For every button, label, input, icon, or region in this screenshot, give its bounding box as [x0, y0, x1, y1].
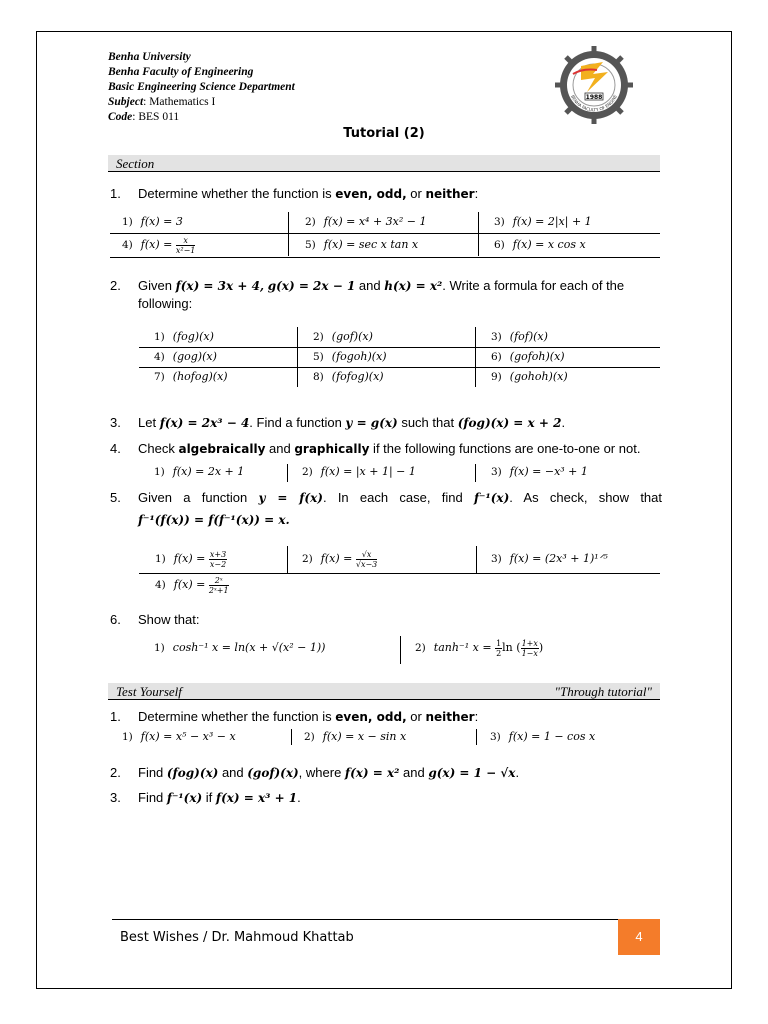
test-yourself-bar — [108, 683, 660, 700]
faculty-logo-icon — [553, 44, 635, 126]
q1-item-1: 1) f(x) = 3 — [122, 215, 183, 228]
code-line: Code: BES 011 — [108, 111, 180, 123]
page-number: 4 — [618, 919, 660, 955]
subject-line: Subject: Mathematics I — [108, 96, 216, 108]
q2-grid — [139, 327, 660, 387]
faculty-name: Benha Faculty of Engineering — [108, 66, 254, 78]
q4-grid: 1) f(x) = 2x + 1 2) f(x) = |x + 1| − 1 3) f(x) = −x³ + 1 — [139, 462, 660, 482]
department-name: Basic Engineering Science Department — [108, 81, 295, 93]
test-yourself-label: Test Yourself — [116, 684, 182, 699]
university-name: Benha University — [108, 51, 191, 63]
question-6: 6. Show that: — [110, 612, 200, 627]
section-label: Section — [116, 156, 155, 171]
q5-grid: 1) f(x) = $\frac{x+3}{x-2}$ 2) f(x) = $\frac{√x}{√x-3}$ 3) f(x) = (2x³ + 1)¹ᐟ⁵ 4) f(x) = $\frac{\text{2ˣ}}{\text{2ˣ+1}}$ — [110, 546, 660, 598]
q1-row-2 — [110, 235, 660, 255]
q1-item-6: 6) f(x) = x cos x — [494, 238, 586, 251]
question-5: 5. Given a function y = f(x). In each case, find f⁻¹(x). As check, show that f⁻¹(f(x)) = f(f⁻¹(x)) = x. — [110, 490, 663, 527]
q1-item-2: 2) f(x) = x⁴ + 3x² − 1 — [305, 215, 427, 228]
q2-row-2: 4) (gog)(x) 5) (fogoh)(x) 6) (gofoh)(x) — [154, 350, 565, 363]
q1-item-5: 5) f(x) = sec x tan x — [305, 238, 419, 251]
question-2: 2. Given f(x) = 3x + 4, g(x) = 2x − 1 and h(x) = x². Write a formula for each of the following: — [110, 278, 625, 311]
svg-text:1988: 1988 — [585, 94, 603, 101]
through-tutorial-label: "Through tutorial" — [554, 684, 652, 699]
footer-divider — [112, 919, 618, 920]
question-3: 3. Let f(x) = 2x³ − 4. Find a function y = g(x) such that (fog)(x) = x + 2. — [110, 415, 566, 430]
q1-item-4: 4) f(x) = $\frac{x}{\text{x²−1}}$ — [122, 235, 196, 255]
svg-text:BENHA FACULTY OF ENGINEERING: BENHA FACULTY OF ENGINE — [570, 94, 618, 113]
q1-row-1 — [110, 212, 660, 232]
q1-grid — [110, 212, 660, 255]
t1-grid: 1) f(x) = x⁵ − x³ − x 2) f(x) = x − sin x 3) f(x) = 1 − cos x — [122, 730, 596, 743]
question-1: 1. Determine whether the function is even, odd, or neither: — [110, 186, 479, 201]
q2-row-1: 1) (fog)(x) 2) (gof)(x) 3) (fof)(x) — [154, 330, 548, 343]
section-bar — [108, 155, 660, 172]
q2-row-3: 7) (hofog)(x) 8) (fofog)(x) 9) (gohoh)(x) — [154, 370, 568, 383]
document-title: Tutorial (2) — [343, 126, 425, 141]
test-question-3: 3. Find f⁻¹(x) if f(x) = x³ + 1. — [110, 790, 301, 805]
question-4: 4. Check algebraically and graphically if the following functions are one-to-one or not. — [110, 441, 641, 456]
q6-grid: 1) cosh⁻¹ x = ln(x + √(x² − 1)) 2) tanh⁻¹ x = $\frac{1}{2}$ ln ( $\frac{1+x}{1-x}$ ) — [139, 634, 660, 662]
document-header — [108, 50, 295, 125]
q1-item-3: 3) f(x) = 2|x| + 1 — [494, 215, 592, 228]
footer-text: Best Wishes / Dr. Mahmoud Khattab — [120, 930, 354, 945]
test-question-2: 2. Find (fog)(x) and (gof)(x), where f(x) = x² and g(x) = 1 − √x. — [110, 765, 520, 780]
test-question-1: 1. Determine whether the function is even, odd, or neither: — [110, 709, 479, 724]
